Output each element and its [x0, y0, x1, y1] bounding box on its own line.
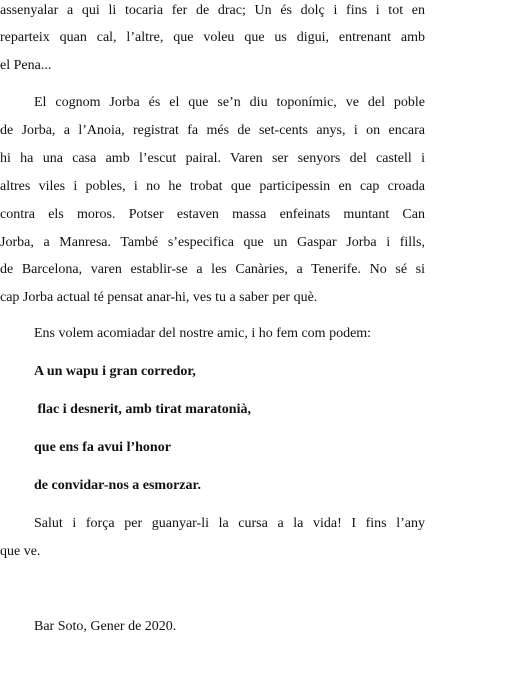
verse-line-2: flac i desnerit, amb tirat maratonià,	[34, 402, 251, 417]
verse-line-1: A un wapu i gran corredor,	[34, 364, 196, 379]
signature-line: Bar Soto, Gener de 2020.	[34, 619, 177, 634]
paragraph-1-line-1: assenyalar a qui li tocaria fer de drac; Un és dolç i fins i tot en	[0, 3, 425, 18]
paragraph-1-line-3: el Pena...	[0, 58, 52, 73]
verse-line-3: que ens fa avui l’honor	[34, 440, 171, 455]
paragraph-2-line-2: de Jorba, a l’Anoia, registrat fa més de set-cents anys, i on encara	[0, 123, 425, 138]
paragraph-2-line-4: altres viles i pobles, i no he trobat que participessin en cap croada	[0, 179, 425, 194]
paragraph-2-line-3: hi ha una casa amb l’escut pairal. Varen ser senyors del castell i	[0, 151, 425, 166]
verse-line-4: de convidar-nos a esmorzar.	[34, 478, 201, 493]
paragraph-2-line-7: de Barcelona, varen establir-se a les Canàries, a Tenerife. No sé si	[0, 262, 425, 277]
paragraph-2-line-8: cap Jorba actual té pensat anar-hi, ves tu a saber per què.	[0, 290, 318, 305]
paragraph-3-line-1: Ens volem acomiadar del nostre amic, i ho fem com podem:	[34, 326, 372, 341]
paragraph-4-line-1: Salut i força per guanyar-li la cursa a la vida! I fins l’any	[34, 516, 425, 531]
paragraph-2-line-5: contra els moros. Potser estaven massa enfeinats muntant Can	[0, 207, 425, 222]
paragraph-2-line-6: Jorba, a Manresa. També s’especifica que un Gaspar Jorba i fills,	[0, 235, 425, 250]
paragraph-4-line-2: que ve.	[0, 544, 41, 559]
paragraph-1-line-2: reparteix quan cal, l’altre, que voleu que us digui, entrenant amb	[0, 30, 425, 45]
paragraph-2-line-1: El cognom Jorba és el que se’n diu toponímic, ve del poble	[34, 95, 425, 110]
